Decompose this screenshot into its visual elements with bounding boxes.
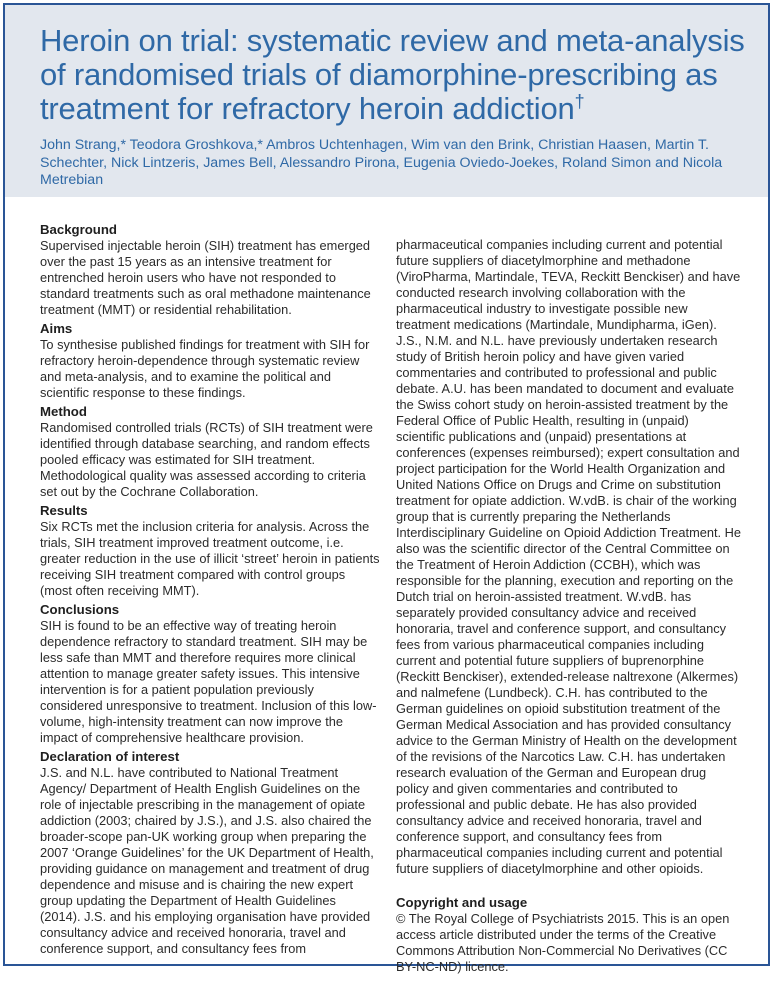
- conclusions-heading: Conclusions: [40, 602, 120, 617]
- abstract-right-column: [396, 237, 741, 975]
- aims-section: [40, 320, 380, 401]
- declaration-section: [40, 748, 380, 957]
- copyright-heading: Copyright and usage: [396, 895, 528, 910]
- results-text: Six RCTs met the inclusion criteria for analysis. Across the trials, SIH treatment improved treatment outcome, i.e. greater reduction in the use of illicit ‘street’ heroin in patients receiving SIH treatment compared with control groups (most often receiving MMT).: [40, 519, 380, 598]
- declaration-text-right: pharmaceutical companies including current and potential future suppliers of diacetylmorphine and methadone (ViroPharma, Martindale, TEVA, Reckitt Benckiser) and have conducted research involving collaboration with the pharmaceutical industry to investigate possible new treatment medications (Martindale, Mundipharma, iGen). J.S., N.M. and N.L. have previously undertaken research study of British heroin policy and have given varied commentaries and contributed to professional and public debate. A.U. has been mandated to document and evaluate the Swiss cohort study on heroin-assisted treatment by the Federal Office of Public Health, resulting in (unpaid) scientific publications and (unpaid) presentations at conferences (expenses reimbursed); expert consultation and project participation for the World Health Organization and United Nations Office on Drugs and Crime on substitution treatment for opiate addiction. W.vdB. is chair of the working group that is currently preparing the Netherlands Interdisciplinary Guideline on Opioid Addiction Treatment. He also was the scientific director of the Central Committee on the Treatment of Heroin Addiction (CCBH), which was responsible for the planning, execution and reporting on the Dutch trial on heroin-assisted treatment. W.vdB. has separately provided consultancy advice and received honoraria, travel and conference support, and consultancy fees from various pharmaceutical companies including current and potential future suppliers of buprenorphine (Reckitt Benckiser), extended-release naltrexone (Alkermes) and nalmefene (Lundbeck). C.H. has contributed to the German guidelines on opioid substitution treatment of the German Medical Association and has provided consultancy advice to the German Ministry of Health on the development of the revisions of the Narcotics Law. C.H. has undertaken research evaluation of the German and European drug policy and given commentaries and contributed to professional and public debate. He has also provided consultancy advice and received honoraria, travel and conference support, and consultancy fees from pharmaceutical companies including current and potential future suppliers of diacetylmorphine and other opioids.: [396, 237, 741, 876]
- abstract-left-column: [40, 221, 380, 957]
- article-title: [40, 24, 760, 126]
- author-list: John Strang,* Teodora Groshkova,* Ambros Uchtenhagen, Wim van den Brink, Christian Haasen, Martin T. Schechter, Nick Lintzeris, James Bell, Alessandro Pirona, Eugenia Oviedo-Joekes, Roland Simon and Nicola Metrebian: [40, 137, 723, 188]
- background-section: [40, 221, 380, 318]
- declaration-heading: Declaration of interest: [40, 749, 180, 764]
- method-heading: Method: [40, 404, 87, 419]
- declaration-text-left: J.S. and N.L. have contributed to National Treatment Agency/ Department of Health English Guidelines on the role of injectable prescribing in the management of opiate addiction (2003; chaired by J.S.), and J.S. also chaired the broader-scope pan-UK working group when preparing the 2007 ‘Orange Guidelines’ for the UK Department of Health, providing guidance on management and treatment of drug dependence and misuse and is chairing the new expert group updating the Department of Health Guidelines (2014). J.S. and his employing organisation have provided consultancy advice and received honoraria, travel and conference support, and consultancy fees from: [40, 765, 374, 956]
- background-heading: Background: [40, 222, 117, 237]
- method-section: [40, 403, 380, 500]
- aims-heading: Aims: [40, 321, 73, 336]
- conclusions-text: SIH is found to be an effective way of treating heroin dependence refractory to standard treatment. SIH may be less safe than MMT and therefore requires more clinical attention to manage greater safety issues. This intensive intervention is for a patient population previously considered unresponsive to treatment. Inclusion of this low-volume, high-intensity treatment can now improve the impact of comprehensive healthcare provision.: [40, 618, 377, 745]
- method-text: Randomised controlled trials (RCTs) of SIH treatment were identified through database searching, and random effects pooled efficacy was estimated for SIH treatment. Methodological quality was assessed according to criteria set out by the Cochrane Collaboration.: [40, 420, 373, 499]
- results-section: [40, 502, 380, 599]
- aims-text: To synthesise published findings for treatment with SIH for refractory heroin-dependence through systematic review and meta-analysis, and to examine the political and scientific response to these findings.: [40, 337, 370, 400]
- title-footnote-mark: †: [574, 91, 585, 112]
- copyright-text: © The Royal College of Psychiatrists 2015. This is an open access article distributed under the terms of the Creative Commons Attribution Non-Commercial No Derivatives (CC BY-NC-ND) licence.: [396, 911, 730, 974]
- title-text: Heroin on trial: systematic review and meta-analysis of randomised trials of diamorphine-prescribing as treatment for refractory heroin addiction: [40, 23, 745, 126]
- background-text: Supervised injectable heroin (SIH) treatment has emerged over the past 15 years as an intensive treatment for entrenched heroin users who have not responded to standard treatments such as oral methadone maintenance treatment (MMT) or residential rehabilitation.: [40, 238, 371, 317]
- conclusions-section: [40, 601, 380, 746]
- results-heading: Results: [40, 503, 88, 518]
